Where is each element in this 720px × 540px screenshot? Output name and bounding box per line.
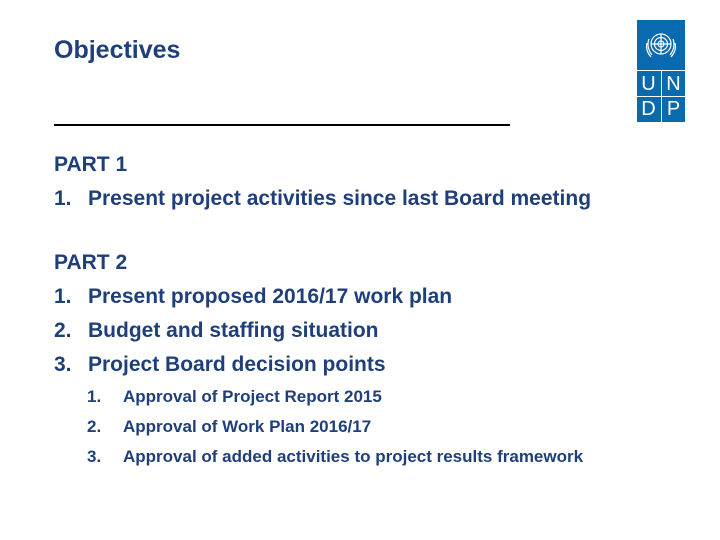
title-underline <box>54 124 510 126</box>
slide-body <box>54 148 694 472</box>
undp-logo <box>637 20 685 122</box>
list-item <box>54 182 694 216</box>
part2-heading: PART 2 <box>54 251 128 274</box>
sub-list-item <box>87 382 694 412</box>
sub-item-text: Approval of added activities to project results framework <box>123 447 584 466</box>
item-text: Present project activities since last Board meeting <box>88 187 592 210</box>
item-text: Budget and staffing situation <box>88 319 379 342</box>
item-number: 2. <box>54 319 72 342</box>
logo-letter: D <box>641 98 656 120</box>
item-text: Project Board decision points <box>88 353 386 376</box>
part1-heading: PART 1 <box>54 153 128 176</box>
item-number: 3. <box>54 353 72 376</box>
logo-letter: P <box>666 98 681 120</box>
list-item <box>54 280 694 314</box>
list-item <box>54 314 694 348</box>
sub-item-number: 2. <box>87 417 102 436</box>
item-number: 1. <box>54 187 72 210</box>
logo-letter: U <box>641 73 656 95</box>
sub-item-text: Approval of Project Report 2015 <box>123 387 382 406</box>
un-emblem-icon <box>637 20 685 70</box>
item-text: Present proposed 2016/17 work plan <box>88 285 453 308</box>
sub-item-number: 3. <box>87 447 102 466</box>
sub-list-item <box>87 442 694 472</box>
slide-title: Objectives <box>54 36 181 64</box>
sub-item-number: 1. <box>87 387 102 406</box>
list-item <box>54 348 694 382</box>
sub-item-text: Approval of Work Plan 2016/17 <box>123 417 372 436</box>
logo-letter: N <box>666 73 681 95</box>
item-number: 1. <box>54 285 72 308</box>
sub-list-item <box>87 412 694 442</box>
